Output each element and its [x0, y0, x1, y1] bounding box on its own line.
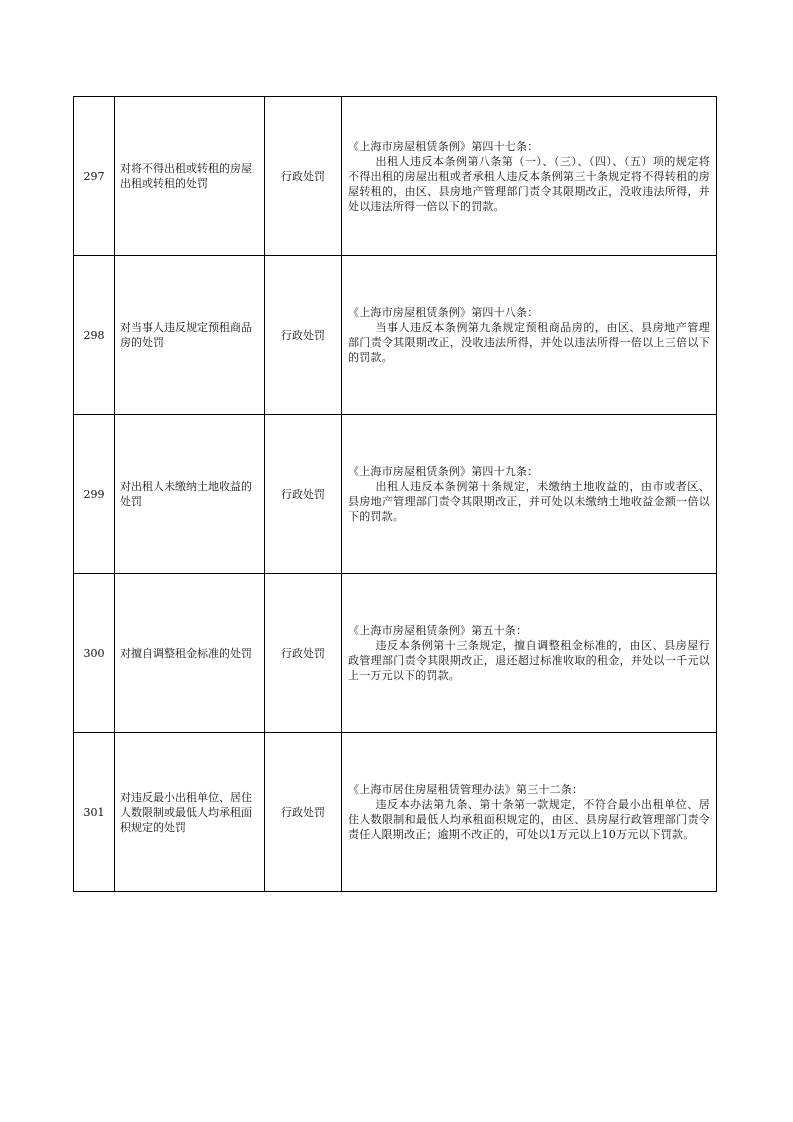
legal-basis-text: 出租人违反本条例第八条第（一）、（三）、（四）、（五）项的规定将不得出租的房屋出租或者承租人违反本条例第三十条规定将不得转租的房屋转租的，由区、县房地产管理部门责令其限期改正，没收违法所得，并处以违法所得一倍以下的罚款。 [348, 154, 710, 213]
item-name: 对将不得出租或转租的房屋出租或转租的处罚 [115, 97, 265, 256]
legal-basis [342, 256, 717, 415]
legal-basis-title: 《上海市房屋租赁条例》第四十八条： [348, 306, 539, 319]
legal-basis [342, 97, 717, 256]
legal-basis [342, 574, 717, 733]
table-row [74, 256, 717, 415]
item-number: 298 [74, 256, 115, 415]
table-row [74, 574, 717, 733]
item-number: 300 [74, 574, 115, 733]
legal-basis-text: 违反本办法第九条、第十条第一款规定，不符合最小出租单位、居住人数限制和最低人均承租面积规定的，由区、县房屋行政管理部门责令责任人限期改正；逾期不改正的，可处以1万元以上10万元以下罚款。 [348, 798, 710, 841]
table-row [74, 733, 717, 892]
legal-basis [342, 415, 717, 574]
table-row [74, 97, 717, 256]
item-name: 对当事人违反规定预租商品房的处罚 [115, 256, 265, 415]
legal-basis [342, 733, 717, 892]
item-category: 行政处罚 [265, 733, 342, 892]
item-category: 行政处罚 [265, 415, 342, 574]
legal-basis-title: 《上海市房屋租赁条例》第四十九条： [348, 465, 539, 478]
legal-basis-title: 《上海市居住房屋租赁管理办法》第三十二条： [348, 783, 584, 796]
item-category: 行政处罚 [265, 574, 342, 733]
item-name: 对违反最小出租单位、居住人数限制或最低人均承租面积规定的处罚 [115, 733, 265, 892]
legal-basis-text: 违反本条例第十三条规定，擅自调整租金标准的，由区、县房屋行政管理部门责令其限期改正，退还超过标准收取的租金，并处以一千元以上一万元以下的罚款。 [348, 639, 710, 682]
item-category: 行政处罚 [265, 97, 342, 256]
item-name: 对擅自调整租金标准的处罚 [115, 574, 265, 733]
legal-basis-title: 《上海市房屋租赁条例》第四十七条： [348, 139, 539, 153]
legal-basis-text: 当事人违反本条例第九条规定预租商品房的，由区、县房地产管理部门责令其限期改正，没收违法所得，并处以违法所得一倍以上三倍以下的罚款。 [348, 321, 710, 364]
table-row [74, 415, 717, 574]
legal-basis-title: 《上海市房屋租赁条例》第五十条： [348, 624, 528, 637]
regulation-table [73, 96, 717, 892]
item-category: 行政处罚 [265, 256, 342, 415]
item-name: 对出租人未缴纳土地收益的处罚 [115, 415, 265, 574]
item-number: 301 [74, 733, 115, 892]
item-number: 299 [74, 415, 115, 574]
item-number: 297 [74, 97, 115, 256]
legal-basis-text: 出租人违反本条例第十条规定，未缴纳土地收益的，由市或者区、县房地产管理部门责令其限期改正，并可处以未缴纳土地收益金额一倍以下的罚款。 [348, 480, 710, 523]
